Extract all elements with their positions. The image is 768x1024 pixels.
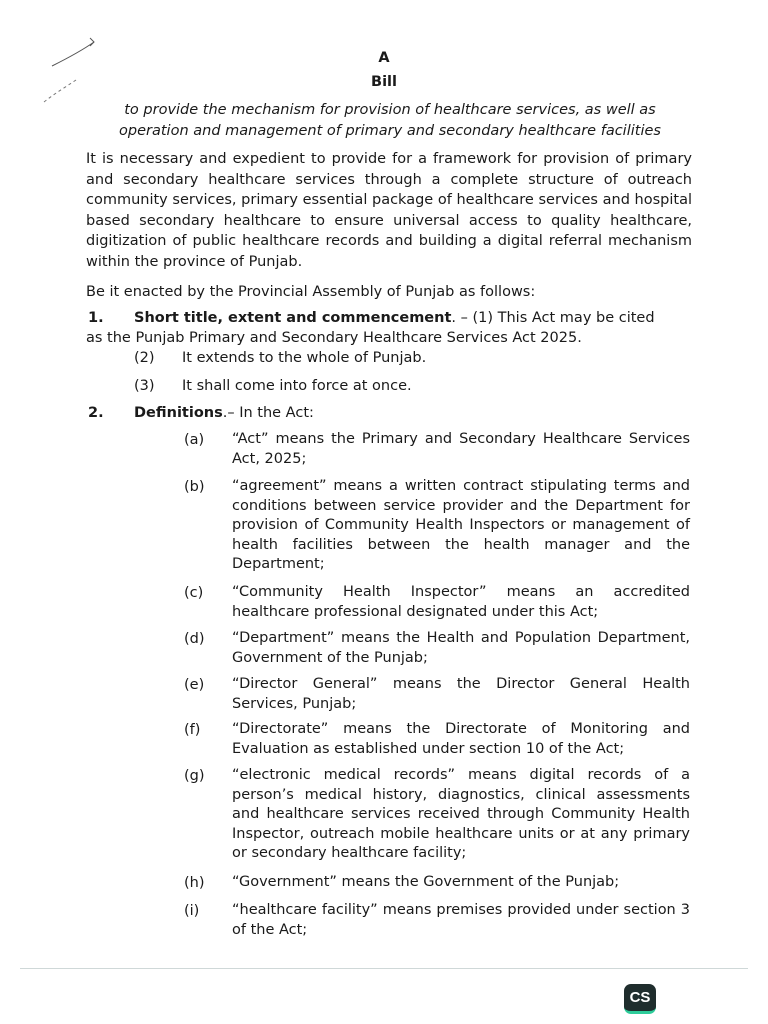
definition-label: (h) — [184, 875, 205, 891]
definition-text: “agreement” means a written contract stipulating terms and conditions between service provider and the Department for provision of Community Health Inspectors or management of health facilities between the health manager and the Department; — [232, 478, 690, 573]
enacting-clause: Be it enacted by the Provincial Assembly of Punjab as follows: — [86, 284, 536, 300]
subsection-text: It extends to the whole of Punjab. — [182, 350, 427, 366]
definition-text: “electronic medical records” means digital records of a person’s medical history, diagnostics, clinical assessments and healthcare services received through Community Health Inspector, outreach mobile healthcare units or at any primary or secondary healthcare facility; — [232, 767, 690, 862]
section-number: 1. — [88, 310, 104, 326]
definition-text: “Directorate” means the Directorate of Monitoring and Evaluation as established under section 10 of the Act; — [232, 721, 690, 757]
definition-label: (a) — [184, 432, 205, 448]
bill-subtitle-line1: to provide the mechanism for provision of healthcare services, as well as — [124, 102, 656, 118]
subsection-label: (3) — [134, 378, 155, 394]
definition-label: (i) — [184, 903, 200, 919]
definition-label: (f) — [184, 722, 201, 738]
bill-heading-title: Bill — [371, 74, 397, 90]
definition-label: (c) — [184, 585, 204, 601]
definition-text: “Government” means the Government of the Punjab; — [232, 874, 620, 890]
definition-label: (e) — [184, 677, 205, 693]
section-intro: .– In the Act: — [222, 405, 314, 421]
definition-text: “Department” means the Health and Population Department, Government of the Punjab; — [232, 630, 690, 666]
camscanner-logo-icon: CS — [624, 984, 656, 1014]
subsection-text: It shall come into force at once. — [182, 378, 412, 394]
section-title: Short title, extent and commencement — [134, 310, 452, 326]
bill-subtitle-line2: operation and management of primary and secondary healthcare facilities — [119, 123, 661, 139]
section1-number — [88, 308, 104, 328]
definition-text: “healthcare facility” means premises provided under section 3 of the Act; — [232, 902, 690, 938]
page-bottom-divider — [20, 968, 748, 969]
definition-text: “Act” means the Primary and Secondary Healthcare Services Act, 2025; — [232, 431, 690, 467]
section-number: 2. — [88, 405, 104, 421]
pen-scribble-icon — [40, 30, 100, 110]
definition-text: “Director General” means the Director General Health Services, Punjab; — [232, 676, 690, 712]
section1-heading — [134, 308, 655, 328]
preamble-paragraph: It is necessary and expedient to provide for a framework for provision of primary and secondary healthcare services through a complete structure of outreach community services, primary essential package of healthcare services and hospital based secondary healthcare to ensure universal access to quality healthcare, digitization of public healthcare records and building a digital referral mechanism within the province of Punjab. — [86, 151, 692, 270]
definition-label: (g) — [184, 768, 205, 784]
section2-number — [88, 403, 104, 423]
definition-label: (b) — [184, 479, 205, 495]
definition-label: (d) — [184, 631, 205, 647]
definition-text: “Community Health Inspector” means an accredited healthcare professional designated under this Act; — [232, 584, 690, 620]
section2-heading — [134, 403, 314, 423]
section1-text-line2: as the Punjab Primary and Secondary Healthcare Services Act 2025. — [86, 330, 582, 346]
bill-heading-a: A — [378, 50, 390, 66]
subsection-label: (2) — [134, 350, 155, 366]
section-title: Definitions — [134, 405, 223, 421]
section-text: . – (1) This Act may be cited — [451, 310, 655, 326]
